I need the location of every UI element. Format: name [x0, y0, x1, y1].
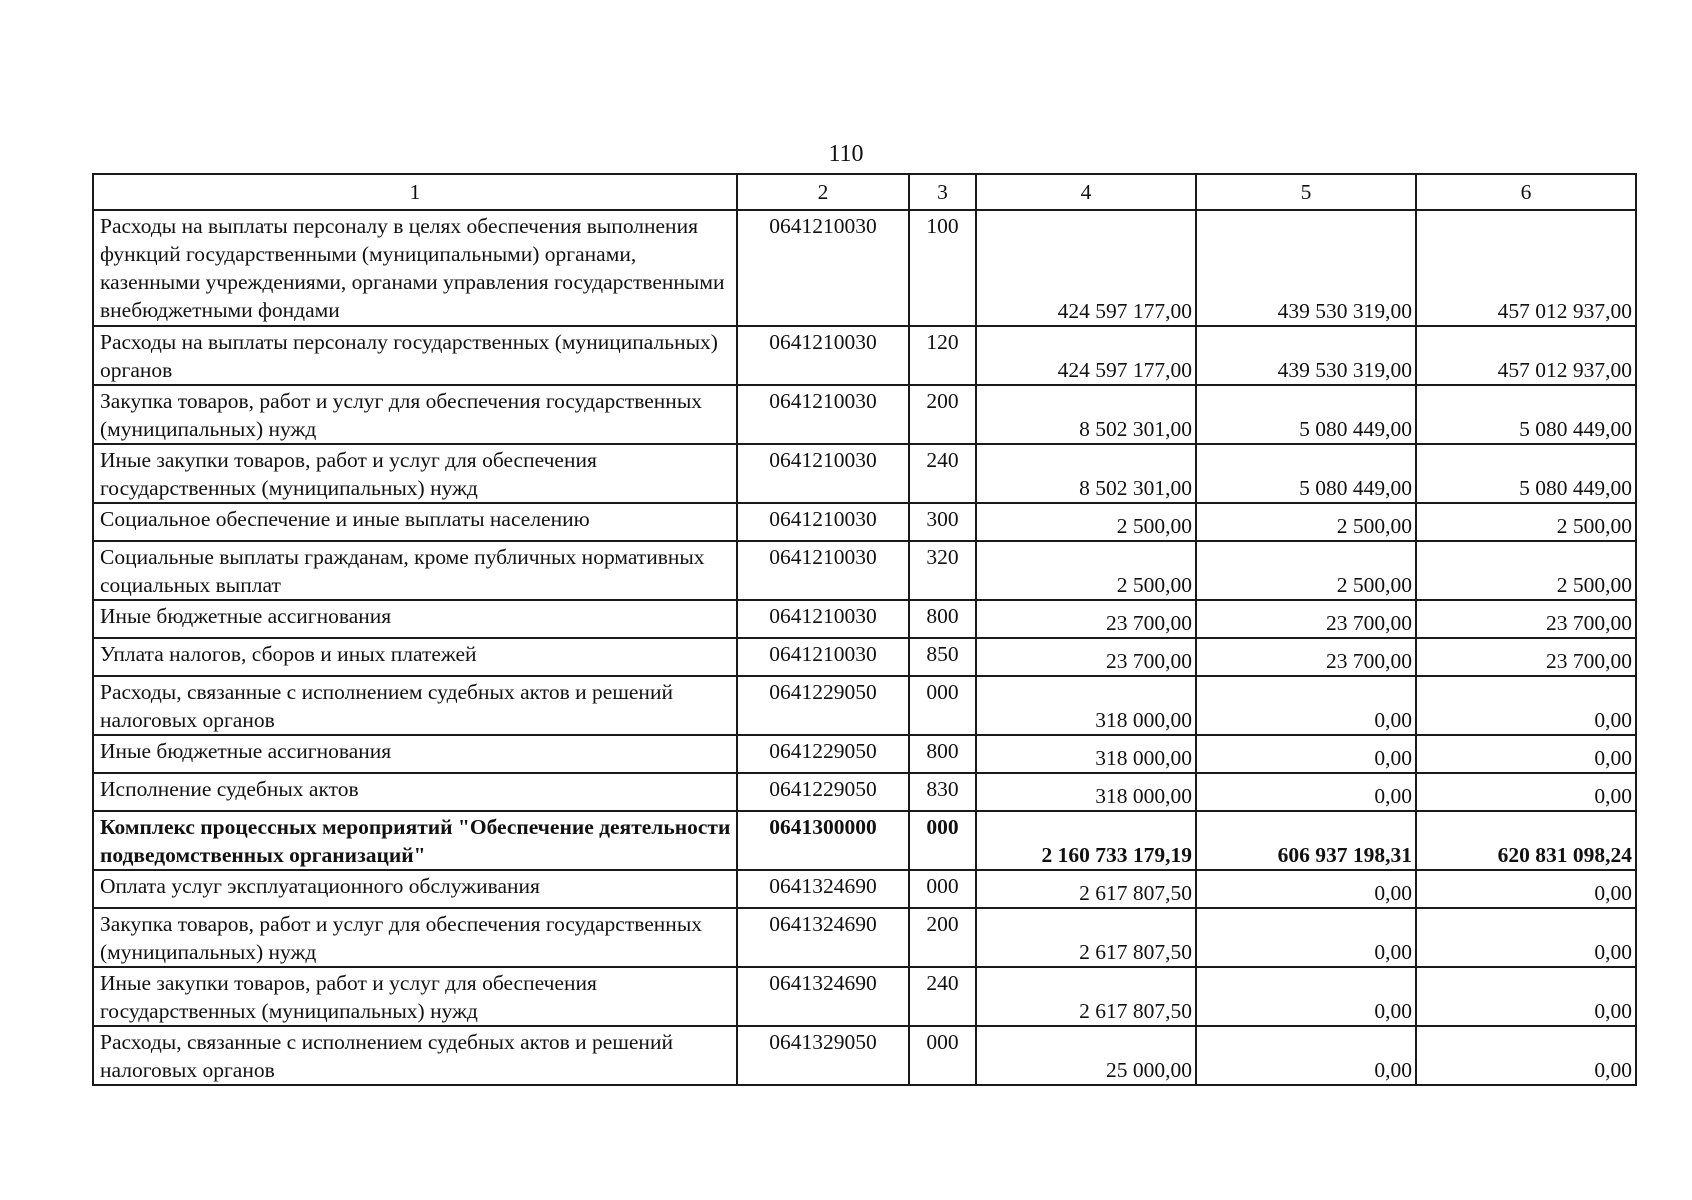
- amount-col4-cell: 424 597 177,00: [976, 326, 1196, 385]
- target-code-cell: 0641329050: [737, 1026, 909, 1085]
- expense-name-cell: Закупка товаров, работ и услуг для обеспечения государственных (муниципальных) нужд: [93, 385, 737, 444]
- amount-col4-cell: 318 000,00: [976, 773, 1196, 811]
- target-code-cell: 0641210030: [737, 210, 909, 326]
- target-code-cell: 0641210030: [737, 444, 909, 503]
- amount-col4-cell: 2 617 807,50: [976, 870, 1196, 908]
- expense-name-cell: Иные бюджетные ассигнования: [93, 735, 737, 773]
- target-code-cell: 0641229050: [737, 676, 909, 735]
- table-row: [93, 811, 1636, 870]
- target-code-cell: 0641210030: [737, 541, 909, 600]
- amount-col5-cell: 5 080 449,00: [1196, 444, 1416, 503]
- amount-col5-cell: 0,00: [1196, 908, 1416, 967]
- target-code-cell: 0641210030: [737, 600, 909, 638]
- table-row: [93, 773, 1636, 811]
- amount-col5-cell: 0,00: [1196, 1026, 1416, 1085]
- amount-col6-cell: 2 500,00: [1416, 541, 1636, 600]
- amount-col6-cell: 0,00: [1416, 676, 1636, 735]
- expense-name-cell: Социальное обеспечение и иные выплаты населению: [93, 503, 737, 541]
- column-header-6: 6: [1416, 174, 1636, 210]
- expense-type-cell: 850: [909, 638, 976, 676]
- expense-name-cell: Иные бюджетные ассигнования: [93, 600, 737, 638]
- table-row: [93, 735, 1636, 773]
- expense-name-cell: Социальные выплаты гражданам, кроме публичных нормативных социальных выплат: [93, 541, 737, 600]
- amount-col6-cell: 0,00: [1416, 870, 1636, 908]
- amount-col5-cell: 0,00: [1196, 870, 1416, 908]
- expense-type-cell: 100: [909, 210, 976, 326]
- amount-col4-cell: 23 700,00: [976, 638, 1196, 676]
- expense-type-cell: 800: [909, 600, 976, 638]
- table-row: [93, 676, 1636, 735]
- target-code-cell: 0641229050: [737, 773, 909, 811]
- column-header-5: 5: [1196, 174, 1416, 210]
- expense-type-cell: 000: [909, 811, 976, 870]
- target-code-cell: 0641210030: [737, 638, 909, 676]
- amount-col6-cell: 0,00: [1416, 773, 1636, 811]
- amount-col4-cell: 424 597 177,00: [976, 210, 1196, 326]
- amount-col6-cell: 2 500,00: [1416, 503, 1636, 541]
- table-row: [93, 870, 1636, 908]
- target-code-cell: 0641324690: [737, 908, 909, 967]
- amount-col4-cell: 2 500,00: [976, 541, 1196, 600]
- amount-col4-cell: 2 160 733 179,19: [976, 811, 1196, 870]
- column-header-3: 3: [909, 174, 976, 210]
- table-row: [93, 967, 1636, 1026]
- expense-type-cell: 000: [909, 870, 976, 908]
- amount-col5-cell: 2 500,00: [1196, 541, 1416, 600]
- table-row: [93, 541, 1636, 600]
- expense-type-cell: 800: [909, 735, 976, 773]
- expense-type-cell: 240: [909, 444, 976, 503]
- target-code-cell: 0641229050: [737, 735, 909, 773]
- table-header-row: [93, 174, 1636, 210]
- amount-col4-cell: 25 000,00: [976, 1026, 1196, 1085]
- expense-type-cell: 000: [909, 1026, 976, 1085]
- amount-col5-cell: 2 500,00: [1196, 503, 1416, 541]
- amount-col4-cell: 8 502 301,00: [976, 385, 1196, 444]
- expense-name-cell: Оплата услуг эксплуатационного обслуживания: [93, 870, 737, 908]
- amount-col5-cell: 0,00: [1196, 676, 1416, 735]
- table-row: [93, 210, 1636, 326]
- expense-type-cell: 320: [909, 541, 976, 600]
- amount-col5-cell: 0,00: [1196, 773, 1416, 811]
- expense-name-cell: Расходы на выплаты персоналу государственных (муниципальных) органов: [93, 326, 737, 385]
- expense-type-cell: 000: [909, 676, 976, 735]
- amount-col4-cell: 23 700,00: [976, 600, 1196, 638]
- amount-col4-cell: 8 502 301,00: [976, 444, 1196, 503]
- amount-col6-cell: 5 080 449,00: [1416, 385, 1636, 444]
- target-code-cell: 0641210030: [737, 385, 909, 444]
- expense-type-cell: 200: [909, 385, 976, 444]
- amount-col6-cell: 457 012 937,00: [1416, 326, 1636, 385]
- target-code-cell: 0641210030: [737, 503, 909, 541]
- expense-name-cell: Иные закупки товаров, работ и услуг для обеспечения государственных (муниципальных) нужд: [93, 967, 737, 1026]
- budget-table: [92, 173, 1637, 1086]
- amount-col5-cell: 439 530 319,00: [1196, 326, 1416, 385]
- expense-type-cell: 240: [909, 967, 976, 1026]
- table-row: [93, 638, 1636, 676]
- column-header-2: 2: [737, 174, 909, 210]
- table-row: [93, 444, 1636, 503]
- amount-col4-cell: 2 500,00: [976, 503, 1196, 541]
- amount-col5-cell: 0,00: [1196, 735, 1416, 773]
- amount-col5-cell: 23 700,00: [1196, 638, 1416, 676]
- table-row: [93, 326, 1636, 385]
- expense-name-cell: Расходы на выплаты персоналу в целях обеспечения выполнения функций государственными (муниципальными) органами, казенными учреждениями, органами управления государственными внебюджетными фондами: [93, 210, 737, 326]
- expense-name-cell: Исполнение судебных актов: [93, 773, 737, 811]
- column-header-1: 1: [93, 174, 737, 210]
- amount-col4-cell: 318 000,00: [976, 676, 1196, 735]
- amount-col6-cell: 23 700,00: [1416, 638, 1636, 676]
- amount-col4-cell: 318 000,00: [976, 735, 1196, 773]
- amount-col5-cell: 439 530 319,00: [1196, 210, 1416, 326]
- amount-col5-cell: 0,00: [1196, 967, 1416, 1026]
- table-row: [93, 600, 1636, 638]
- amount-col5-cell: 5 080 449,00: [1196, 385, 1416, 444]
- amount-col4-cell: 2 617 807,50: [976, 908, 1196, 967]
- column-header-4: 4: [976, 174, 1196, 210]
- amount-col4-cell: 2 617 807,50: [976, 967, 1196, 1026]
- table-row: [93, 1026, 1636, 1085]
- amount-col5-cell: 23 700,00: [1196, 600, 1416, 638]
- table-row: [93, 385, 1636, 444]
- table-row: [93, 908, 1636, 967]
- expense-type-cell: 120: [909, 326, 976, 385]
- amount-col6-cell: 457 012 937,00: [1416, 210, 1636, 326]
- amount-col6-cell: 5 080 449,00: [1416, 444, 1636, 503]
- expense-name-cell: Расходы, связанные с исполнением судебных актов и решений налоговых органов: [93, 676, 737, 735]
- expense-name-cell: Иные закупки товаров, работ и услуг для обеспечения государственных (муниципальных) нужд: [93, 444, 737, 503]
- expense-name-cell: Расходы, связанные с исполнением судебных актов и решений налоговых органов: [93, 1026, 737, 1085]
- expense-type-cell: 830: [909, 773, 976, 811]
- amount-col5-cell: 606 937 198,31: [1196, 811, 1416, 870]
- expense-name-cell: Уплата налогов, сборов и иных платежей: [93, 638, 737, 676]
- amount-col6-cell: 23 700,00: [1416, 600, 1636, 638]
- amount-col6-cell: 0,00: [1416, 967, 1636, 1026]
- page-number: 110: [828, 141, 864, 167]
- expense-type-cell: 300: [909, 503, 976, 541]
- amount-col6-cell: 0,00: [1416, 735, 1636, 773]
- expense-name-cell: Комплекс процессных мероприятий "Обеспечение деятельности подведомственных организаций": [93, 811, 737, 870]
- expense-name-cell: Закупка товаров, работ и услуг для обеспечения государственных (муниципальных) нужд: [93, 908, 737, 967]
- amount-col6-cell: 0,00: [1416, 1026, 1636, 1085]
- amount-col6-cell: 0,00: [1416, 908, 1636, 967]
- expense-type-cell: 200: [909, 908, 976, 967]
- amount-col6-cell: 620 831 098,24: [1416, 811, 1636, 870]
- target-code-cell: 0641324690: [737, 967, 909, 1026]
- table-row: [93, 503, 1636, 541]
- target-code-cell: 0641300000: [737, 811, 909, 870]
- target-code-cell: 0641210030: [737, 326, 909, 385]
- target-code-cell: 0641324690: [737, 870, 909, 908]
